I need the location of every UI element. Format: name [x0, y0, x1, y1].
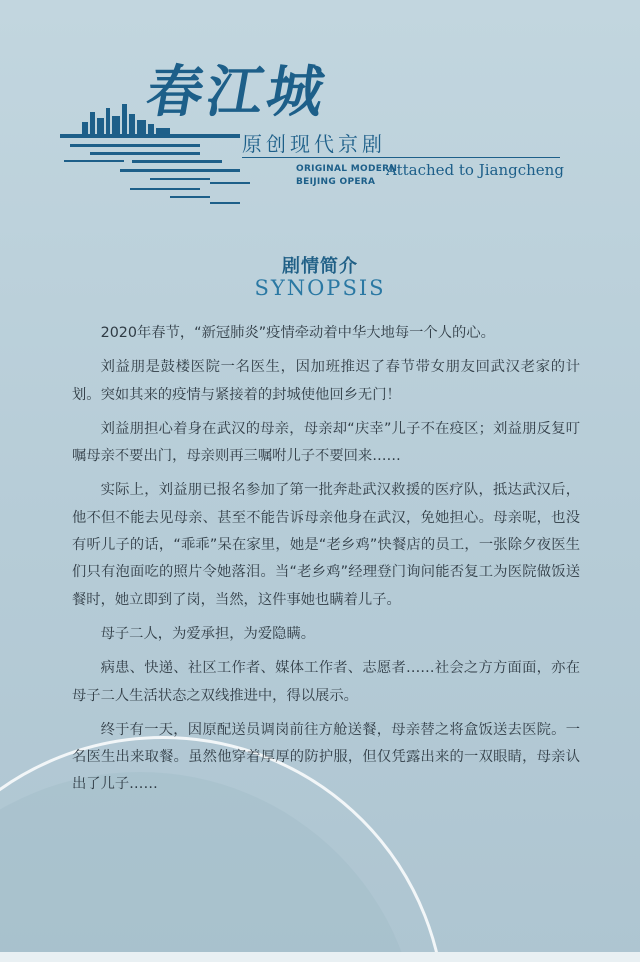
synopsis-paragraph: 母子二人，为爱承担，为爱隐瞒。: [100, 625, 316, 642]
synopsis-paragraph: 终于有一天，因原配送员调岗前往方舱送餐，母亲替之将盒饭送去医院。一名医生出来取餐。虽然他穿着厚厚的防护服，但仅凭露出来的一双眼睛，母亲认出了儿子……: [72, 721, 580, 793]
synopsis-paragraph: 刘益朋担心着身在武汉的母亲，母亲却“庆幸”儿子不在疫区；刘益朋反复叮嘱母亲不要出门，母亲则再三嘱咐儿子不要回来……: [72, 420, 580, 465]
opera-logo: [60, 40, 580, 230]
logo-en-line2: BEIJING OPERA: [296, 177, 376, 187]
section-heading: 剧情简介: [282, 256, 358, 277]
section-heading-en: SYNOPSIS: [254, 276, 386, 300]
synopsis-paragraph: 实际上，刘益朋已报名参加了第一批奔赴武汉救援的医疗队，抵达武汉后，他不但不能去见母亲、甚至不能告诉母亲他身在武汉，免她担心。母亲呢，也没有听儿子的话，“乖乖”呆在家里，她是“老乡鸡”快餐店的员工，一张除夕夜医生们只有泡面吃的照片令她落泪。当“老乡鸡”经理登门询问能否复工为医院做饭送餐时，她立即到了岗，当然，这件事她也瞒着儿子。: [72, 482, 580, 608]
logo-subtitle: 原创现代京剧: [242, 132, 386, 156]
bottom-band: [0, 952, 640, 962]
synopsis-paragraph: 病患、快递、社区工作者、媒体工作者、志愿者……社会之方方面面，亦在母子二人生活状态之双线推进中，得以展示。: [72, 660, 580, 704]
synopsis-body: [72, 320, 580, 806]
synopsis-paragraph: 2020年春节，“新冠肺炎”疫情牵动着中华大地每一个人的心。: [100, 325, 495, 341]
synopsis-paragraph: 刘益朋是鼓楼医院一名医生，因加班推迟了春节带女朋友回武汉老家的计划。突如其来的疫情与紧接着的封城使他回乡无门！: [72, 359, 580, 403]
logo-tagline: Attached to Jiangcheng: [386, 161, 564, 179]
logo-en-line1: ORIGINAL MODERN: [296, 164, 398, 174]
logo-divider: [242, 157, 560, 158]
logo-title: 春江城: [141, 59, 334, 125]
